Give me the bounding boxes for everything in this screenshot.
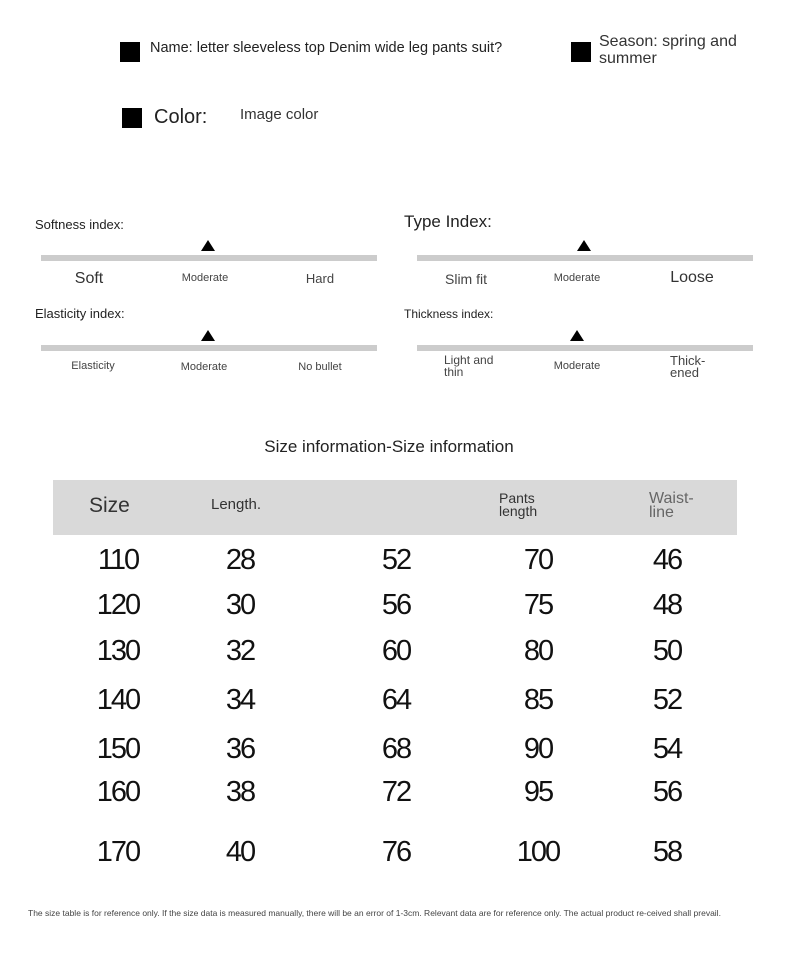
table-cell: 58 <box>652 836 682 868</box>
thickness-label-mid: Moderate <box>553 360 601 372</box>
elasticity-label-mid: Moderate <box>180 361 228 373</box>
thickness-marker-icon <box>570 330 584 341</box>
table-cell: 80 <box>523 635 553 667</box>
table-cell: 85 <box>523 684 553 716</box>
thickness-index-title: Thickness index: <box>404 307 494 321</box>
table-cell: 50 <box>652 635 682 667</box>
table-cell: 160 <box>96 776 140 808</box>
table-cell: 64 <box>381 684 411 716</box>
type-index-title: Type Index: <box>404 212 492 231</box>
table-cell: 56 <box>652 776 682 808</box>
table-cell: 120 <box>96 589 140 621</box>
table-cell: 40 <box>225 836 255 868</box>
table-cell: 38 <box>225 776 255 808</box>
header-length: Length. <box>211 496 262 513</box>
size-table-header <box>53 480 737 535</box>
thickness-label-low: Light and thin <box>444 353 494 379</box>
size-table-title: Size information-Size information <box>264 437 514 456</box>
table-cell: 70 <box>523 544 553 576</box>
softness-label-low: Soft <box>74 270 104 287</box>
product-season: Season: spring and summer <box>599 33 737 67</box>
softness-label-mid: Moderate <box>181 272 229 284</box>
table-cell: 90 <box>523 733 553 765</box>
softness-index-title: Softness index: <box>35 217 124 232</box>
table-cell: 60 <box>381 635 411 667</box>
table-cell: 95 <box>523 776 553 808</box>
bullet-square-icon <box>571 42 591 62</box>
header-size: Size <box>89 494 130 517</box>
elasticity-index-title: Elasticity index: <box>35 306 125 321</box>
softness-scale-bar <box>41 255 377 261</box>
type-label-mid: Moderate <box>553 272 601 284</box>
table-cell: 72 <box>381 776 411 808</box>
type-marker-icon <box>577 240 591 251</box>
type-label-low: Slim fit <box>445 271 487 287</box>
table-cell: 32 <box>225 635 255 667</box>
color-value: Image color <box>240 106 319 123</box>
header-pants-length: Pants length <box>499 490 538 519</box>
elasticity-scale-bar <box>41 345 377 351</box>
table-cell: 52 <box>381 544 411 576</box>
table-cell: 56 <box>381 589 411 621</box>
softness-marker-icon <box>201 240 215 251</box>
table-cell: 170 <box>96 836 140 868</box>
table-cell: 54 <box>652 733 682 765</box>
bullet-square-icon <box>120 42 140 62</box>
table-cell: 36 <box>225 733 255 765</box>
elasticity-marker-icon <box>201 330 215 341</box>
color-label: Color: <box>154 106 208 128</box>
table-cell: 48 <box>652 589 682 621</box>
elasticity-label-high: No bullet <box>298 361 342 373</box>
table-cell: 52 <box>652 684 682 716</box>
footnote: The size table is for reference only. If the size data is measured manually, there will be an error of 1-3cm. Relevant data are for reference only. The actual product re-ceived shall prevail. <box>28 908 721 918</box>
table-cell: 30 <box>225 589 255 621</box>
table-cell: 68 <box>381 733 411 765</box>
table-cell: 140 <box>96 684 140 716</box>
type-scale-bar <box>417 255 753 261</box>
header-waistline: Waist-line <box>649 490 694 521</box>
table-cell: 130 <box>96 635 140 667</box>
table-cell: 110 <box>97 544 139 576</box>
softness-label-high: Hard <box>305 271 335 286</box>
table-cell: 76 <box>381 836 411 868</box>
thickness-scale-bar <box>417 345 753 351</box>
table-cell: 150 <box>96 733 140 765</box>
table-cell: 75 <box>523 589 553 621</box>
table-cell: 46 <box>652 544 682 576</box>
type-label-high: Loose <box>670 269 714 286</box>
table-cell: 100 <box>516 836 560 868</box>
thickness-label-high: Thick-ened <box>670 353 706 380</box>
bullet-square-icon <box>122 108 142 128</box>
elasticity-label-low: Elasticity <box>71 360 115 372</box>
table-cell: 28 <box>225 544 255 576</box>
product-name: Name: letter sleeveless top Denim wide leg pants suit? <box>150 40 503 56</box>
table-cell: 34 <box>225 684 255 716</box>
